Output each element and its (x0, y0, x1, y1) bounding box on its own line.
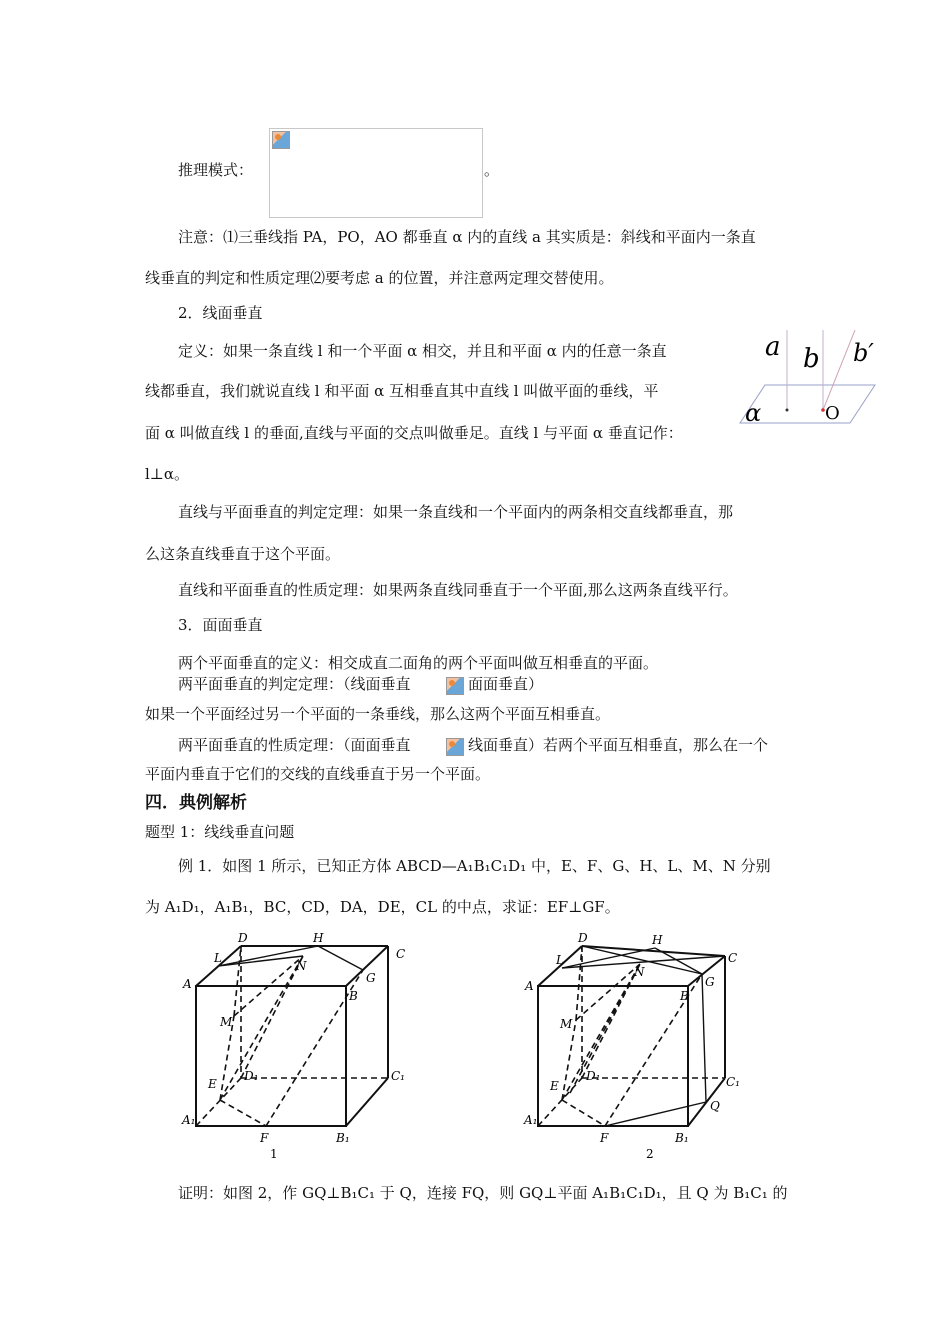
ff-judge-a: 两平面垂直的判定定理：（线面垂直 (178, 675, 411, 693)
fig1-label-E: E (208, 1077, 217, 1091)
fig1-label-C: C (396, 947, 406, 961)
broken-image-icon (272, 131, 290, 149)
label-b-prime: b′ (853, 339, 874, 367)
fig1-label-B1: B₁ (336, 1131, 350, 1145)
fig1-label-A: A (183, 977, 192, 991)
definition-line-2: 线都垂直，我们就说直线 l 和平面 α 互相垂直其中直线 l 叫做平面的垂线，平 (145, 382, 659, 400)
property-line: 直线和平面垂直的性质定理：如果两条直线同垂直于一个平面,那么这两条直线平行。 (178, 581, 738, 599)
line-plane-figure (735, 325, 885, 430)
fig2-label-H: H (652, 933, 663, 947)
fig2-label-C: C (728, 951, 738, 965)
foot-point-a (786, 409, 789, 412)
ff-prop-a: 两平面垂直的性质定理：（面面垂直 (178, 736, 411, 754)
judge-line-1: 直线与平面垂直的判定定理：如果一条直线和一个平面内的两条相交直线都垂直，那 (178, 503, 734, 521)
fig1-label-N: N (296, 959, 307, 973)
fig1-label-D1: D₁ (244, 1069, 259, 1083)
fig2-label-B1: B₁ (675, 1131, 689, 1145)
proof-line-1: 证明：如图 2，作 GQ⊥B₁C₁ 于 Q，连接 FQ，则 GQ⊥平面 A₁B₁C₁D₁，且 Q 为 B₁C₁ 的 (178, 1184, 788, 1202)
fig2-label-G: G (705, 975, 715, 989)
fig1-label-B: B (349, 989, 358, 1003)
ff-judge-b: 面面垂直） (468, 675, 544, 693)
fig1-label-A1: A₁ (182, 1113, 196, 1127)
fig1-label-L: L (214, 951, 222, 965)
fig2-label-E: E (550, 1079, 559, 1093)
fig2-label-Q: Q (710, 1099, 720, 1113)
inference-image-frame (269, 128, 483, 218)
example-1-line-1: 例 1．如图 1 所示，已知正方体 ABCD—A₁B₁C₁D₁ 中，E、F、G、H、L、M、N 分别 (178, 857, 771, 875)
broken-image-icon (446, 677, 464, 695)
fig2-label-L: L (556, 953, 564, 967)
cube-figure-2 (510, 928, 750, 1163)
example-1-line-2: 为 A₁D₁，A₁B₁，BC，CD，DA，DE，CL 的中点，求证：EF⊥GF。 (145, 898, 620, 916)
fig2-label-B: B (680, 989, 689, 1003)
definition-line-1: 定义：如果一条直线 l 和一个平面 α 相交，并且和平面 α 内的任意一条直 (178, 342, 667, 360)
section-4-heading: 四．典例解析 (145, 793, 247, 813)
label-o: O (825, 403, 840, 424)
fig1-label-H: H (313, 931, 324, 945)
fig2-label-F: F (600, 1131, 609, 1145)
fig2-label-A1: A₁ (524, 1113, 538, 1127)
note-line-2: 线垂直的判定和性质定理⑵要考虑 a 的位置，并注意两定理交替使用。 (145, 269, 614, 287)
fig2-label-D: D (578, 931, 588, 945)
judge-line-2: 么这条直线垂直于这个平面。 (145, 545, 341, 563)
inference-end: 。 (484, 161, 500, 179)
fig1-label-F: F (260, 1131, 269, 1145)
fig2-label-D1: D₁ (586, 1069, 601, 1083)
label-alpha: α (745, 399, 762, 427)
label-a: a (765, 332, 781, 362)
line-b-prime (823, 330, 855, 410)
question-type-1: 题型 1：线线垂直问题 (145, 823, 295, 841)
ff-definition: 两个平面垂直的定义：相交成直二面角的两个平面叫做互相垂直的平面。 (178, 654, 659, 672)
fig2-caption: 2 (646, 1147, 654, 1161)
label-b: b (803, 344, 820, 374)
fig2-label-C1: C₁ (726, 1075, 740, 1089)
fig1-label-M: M (220, 1015, 233, 1029)
ff-judge-line-2: 如果一个平面经过另一个平面的一条垂线，那么这两个平面互相垂直。 (145, 705, 611, 723)
fig2-label-N: N (634, 965, 645, 979)
ff-prop-b: 线面垂直）若两个平面互相垂直，那么在一个 (468, 736, 769, 754)
section-2-heading: 2．线面垂直 (178, 304, 263, 322)
fig1-caption: 1 (270, 1147, 278, 1161)
definition-line-3: 面 α 叫做直线 l 的垂面,直线与平面的交点叫做垂足。直线 l 与平面 α 垂直记作： (145, 424, 683, 442)
note-line-1: 注意：⑴三垂线指 PA，PO，AO 都垂直 α 内的直线 a 其实质是：斜线和平面内一条直 (178, 228, 756, 246)
section-3-heading: 3．面面垂直 (178, 616, 263, 634)
definition-line-4: l⊥α。 (145, 465, 190, 483)
fig2-label-M: M (560, 1017, 573, 1031)
fig1-label-G: G (366, 971, 376, 985)
cube-figure-1 (178, 928, 418, 1163)
fig1-label-D: D (238, 931, 248, 945)
fig1-label-C1: C₁ (391, 1069, 405, 1083)
inference-label: 推理模式： (178, 161, 254, 179)
broken-image-icon (446, 738, 464, 756)
fig2-label-A: A (525, 979, 534, 993)
ff-prop-line-2: 平面内垂直于它们的交线的直线垂直于另一个平面。 (145, 765, 491, 783)
